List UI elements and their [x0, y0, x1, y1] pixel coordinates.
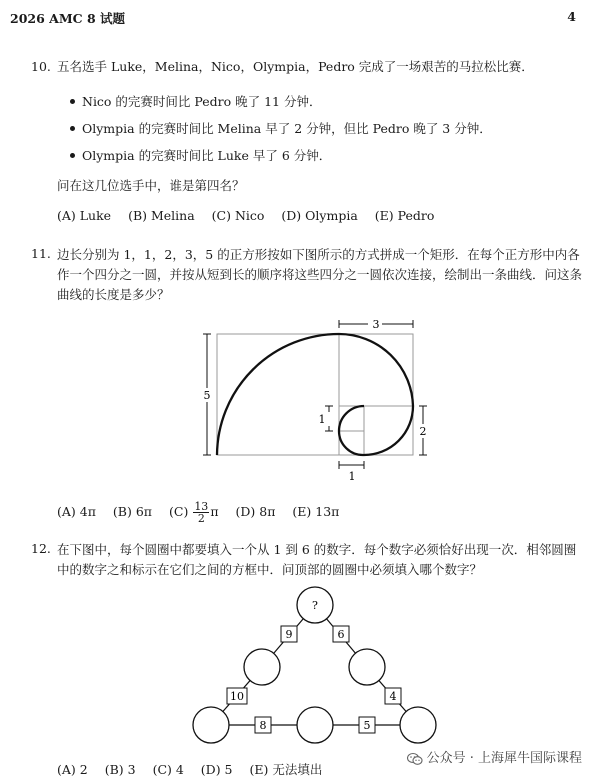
circle-bottom-left	[193, 707, 229, 743]
dim-label-2: 2	[419, 425, 427, 438]
choice-c: (C) 4	[152, 762, 184, 777]
bullet-item	[70, 119, 492, 137]
choice-b: (B) 6π	[112, 504, 153, 519]
box-label-left-bottom: 10	[230, 690, 244, 703]
wechat-icon	[407, 752, 423, 766]
dim-label-3: 3	[372, 318, 380, 331]
watermark	[407, 747, 582, 766]
answer-choices	[57, 760, 335, 778]
bullet-dot	[70, 153, 75, 158]
answer-choices	[57, 208, 447, 223]
watermark-text: 公众号 · 上海犀牛国际课程	[426, 751, 582, 766]
box-label-bottom-left: 8	[259, 719, 267, 732]
choice-d: (D) 5	[200, 762, 233, 777]
choice-e: (E) Pedro	[374, 208, 435, 223]
choice-b: (B) Melina	[128, 208, 195, 223]
header-title: 2026 AMC 8 试题	[10, 11, 126, 26]
circle-triangle-figure	[180, 580, 450, 748]
circle-top-label: ?	[312, 599, 318, 612]
choice-c-letter: (C)	[169, 504, 189, 519]
dim-label-1-left: 1	[318, 413, 326, 426]
spiral-figure	[195, 310, 435, 480]
circle-mid-left	[244, 649, 280, 685]
box-label-bottom-right: 5	[363, 719, 371, 732]
bullet-text: Olympia 的完赛时间比 Luke 早了 6 分钟．	[82, 148, 332, 163]
choice-c: (C) Nico	[211, 208, 265, 223]
bullet-text: Olympia 的完赛时间比 Melina 早了 2 分钟，但比 Pedro 晚了 3 分钟．	[82, 121, 492, 136]
dim-label-1-bottom: 1	[348, 470, 356, 480]
answer-choices	[57, 501, 352, 524]
choice-d: (D) Olympia	[281, 208, 358, 223]
box-label-left-top: 9	[285, 628, 293, 641]
circle-mid-right	[349, 649, 385, 685]
problem-stem: 边长分别为 1，1，2，3，5 的正方形按如下图所示的方式拼成一个矩形．在每个正方形中内各作一个四分之一圆，并按从短到长的顺序将这些四分之一圆依次连接，绘制出一条曲线．问这条曲线的长度是多少？	[57, 247, 583, 302]
choice-b: (B) 3	[104, 762, 136, 777]
denominator: 2	[197, 512, 205, 525]
page-header	[10, 9, 586, 25]
choice-a: (A) Luke	[57, 208, 112, 223]
choice-a: (A) 2	[57, 762, 88, 777]
bullet-item	[70, 146, 331, 164]
choice-d: (D) 8π	[235, 504, 276, 519]
choice-c-suffix: π	[210, 504, 219, 519]
numerator: 13	[194, 500, 209, 513]
problem-question: 问在这几位选手中，谁是第四名？	[57, 178, 245, 193]
problem-stem: 五名选手 Luke，Melina，Nico，Olympia，Pedro 完成了一场艰苦的马拉松比赛．	[57, 59, 534, 74]
problem-number: 12.	[31, 541, 51, 556]
choice-e: (E) 13π	[292, 504, 340, 519]
choice-e: (E) 无法填出	[249, 762, 323, 777]
page-number: 4	[567, 9, 576, 24]
bullet-text: Nico 的完赛时间比 Pedro 晚了 11 分钟．	[82, 94, 322, 109]
circle-bottom-right	[400, 707, 436, 743]
choice-a: (A) 4π	[57, 504, 96, 519]
box-label-right-bottom: 4	[389, 690, 397, 703]
bullet-dot	[70, 126, 75, 131]
box-label-right-top: 6	[337, 628, 345, 641]
circle-bottom-middle	[297, 707, 333, 743]
problem-number: 10.	[31, 59, 51, 74]
bullet-dot	[70, 99, 75, 104]
spiral-curve	[217, 334, 413, 455]
dim-label-5: 5	[203, 389, 211, 402]
fraction	[193, 501, 209, 524]
problem-stem: 在下图中，每个圆圈中都要填入一个从 1 到 6 的数字．每个数字必须恰好出现一次．相邻圆圈中的数字之和标示在它们之间的方框中．问顶部的圆圈中必须填入哪个数字？	[57, 542, 577, 577]
choice-c	[169, 500, 223, 525]
bullet-item	[70, 92, 321, 110]
problem-number: 11.	[31, 246, 51, 261]
